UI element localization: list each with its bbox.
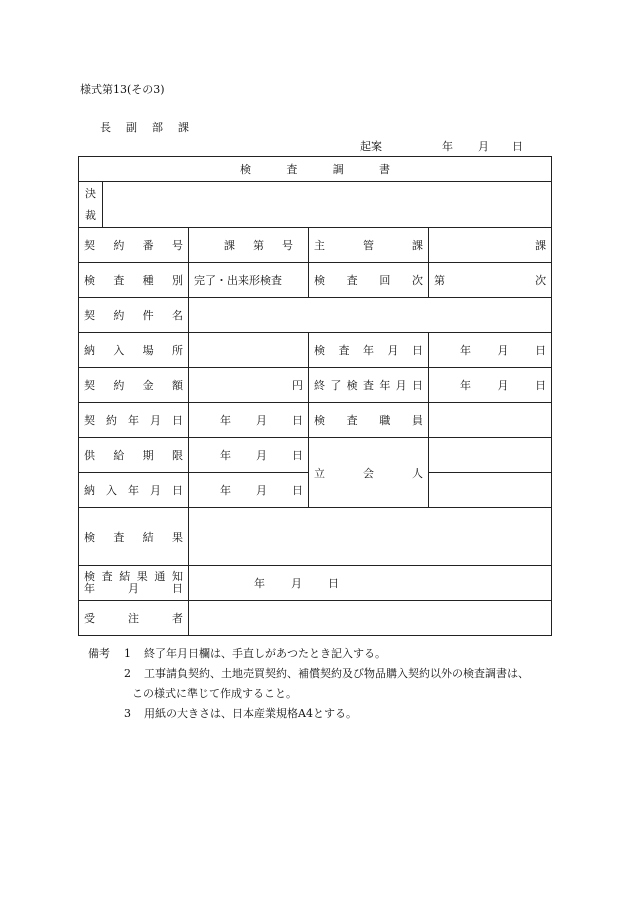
contract-date-field[interactable]: 年 月 日 (189, 403, 309, 438)
notes-lead: 備考 (88, 647, 110, 660)
inspection-count-label: 検 査 回 次 (309, 263, 429, 298)
completion-date-field[interactable]: 年 月 日 (429, 368, 552, 403)
inspection-date-field[interactable]: 年 月 日 (429, 333, 552, 368)
manager-label: 主 管 課 (309, 228, 429, 263)
supply-deadline-label: 供 給 期 限 (79, 438, 189, 473)
draft-day-label: 日 (512, 140, 523, 153)
delivery-place-label: 納 入 場 所 (79, 333, 189, 368)
contract-number-field[interactable]: 課 第 号 (189, 228, 309, 263)
inspection-type-value[interactable]: 完了・出来形検査 (189, 263, 309, 298)
inspector-field[interactable] (429, 403, 552, 438)
approval-label: 決 裁 (79, 182, 103, 228)
completion-date-label: 終 了 検 査 年 月 日 (309, 368, 429, 403)
inspector-label: 検 査 職 員 (309, 403, 429, 438)
delivery-date-field[interactable]: 年 月 日 (189, 473, 309, 508)
draft-label: 起案 (360, 140, 382, 153)
contract-item-field[interactable] (189, 298, 552, 333)
manager-field[interactable]: 課 (429, 228, 552, 263)
witness-label: 立 会 人 (309, 438, 429, 508)
notes: 備考 1 終了年月日欄は、手直しがあつたとき記入する。 2 工事請負契約、土地売買契約、補償契約及び物品購入契約以外の検査調書は、 この様式に準じて作成すること。 3 用紙の大きさは、日本産業規格A4とする。 (88, 644, 529, 724)
result-notice-date-field[interactable]: 年 月 日 (189, 566, 552, 601)
note-text: この様式に準じて作成すること。 (132, 687, 297, 700)
inspection-result-field[interactable] (189, 508, 552, 566)
note-text: 工事請負契約、土地売買契約、補償契約及び物品購入契約以外の検査調書は、 (144, 667, 529, 680)
contract-amount-field[interactable]: 円 (189, 368, 309, 403)
witness-field-2[interactable] (429, 473, 552, 508)
form-title: 検 査 調 書 (79, 157, 552, 182)
inspection-type-label: 検 査 種 別 (79, 263, 189, 298)
note-text: 終了年月日欄は、手直しがあつたとき記入する。 (144, 647, 386, 660)
form-number: 様式第13(その3) (80, 83, 165, 96)
contract-amount-label: 契 約 金 額 (79, 368, 189, 403)
witness-field-1[interactable] (429, 438, 552, 473)
inspection-count-field[interactable]: 第 次 (429, 263, 552, 298)
delivery-place-field[interactable] (189, 333, 309, 368)
delivery-date-label: 納 入 年 月 日 (79, 473, 189, 508)
draft-year-label: 年 (442, 140, 453, 153)
contract-item-label: 契 約 件 名 (79, 298, 189, 333)
approver-titles: 長 副 部 課 (100, 121, 191, 134)
contractor-field[interactable] (189, 601, 552, 636)
inspection-date-label: 検 査 年 月 日 (309, 333, 429, 368)
contract-number-label: 契 約 番 号 (79, 228, 189, 263)
result-notice-date-label: 検 査 結 果 通 知 年 月 日 (79, 566, 189, 601)
contract-date-label: 契 約 年 月 日 (79, 403, 189, 438)
inspection-report-table (78, 156, 552, 636)
note-text: 用紙の大きさは、日本産業規格A4とする。 (144, 707, 357, 720)
draft-month-label: 月 (478, 140, 489, 153)
supply-deadline-field[interactable]: 年 月 日 (189, 438, 309, 473)
approval-field[interactable] (103, 182, 552, 228)
inspection-result-label: 検 査 結 果 (79, 508, 189, 566)
contractor-label: 受 注 者 (79, 601, 189, 636)
